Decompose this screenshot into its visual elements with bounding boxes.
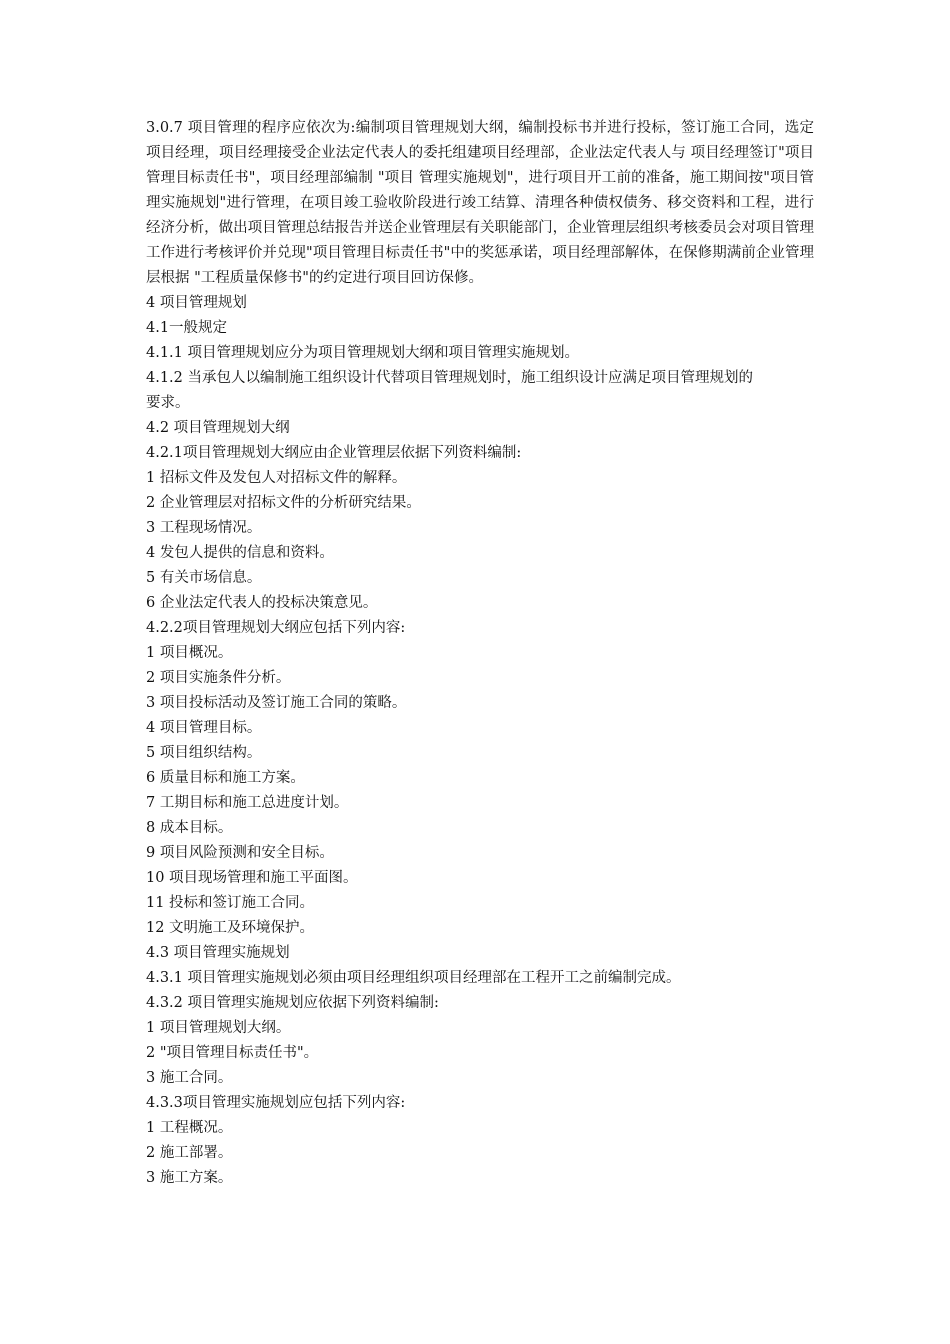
document-line: 4 项目管理目标。 — [146, 720, 262, 736]
document-line: 4.1一般规定 — [146, 320, 228, 336]
document-line: 4.2 项目管理规划大纲 — [146, 420, 290, 436]
document-line: 3 项目投标活动及签订施工合同的策略。 — [146, 695, 407, 711]
document-line: 5 有关市场信息。 — [146, 570, 262, 586]
document-line: 3 施工方案。 — [146, 1170, 233, 1186]
document-line: 1 项目管理规划大纲。 — [146, 1020, 291, 1036]
document-line: 10 项目现场管理和施工平面图。 — [146, 870, 358, 886]
document-line: 7 工期目标和施工总进度计划。 — [146, 795, 349, 811]
document-line: 4 项目管理规划 — [146, 295, 247, 311]
document-line: 1 招标文件及发包人对招标文件的解释。 — [146, 470, 407, 486]
document-line: 9 项目风险预测和安全目标。 — [146, 845, 334, 861]
document-line: 2 施工部署。 — [146, 1145, 233, 1161]
document-line: 11 投标和签订施工合同。 — [146, 895, 315, 911]
document-line: 4.3 项目管理实施规划 — [146, 945, 290, 961]
document-line: 4.3.2 项目管理实施规划应依据下列资料编制: — [146, 995, 439, 1011]
document-line: 要求。 — [146, 395, 190, 411]
document-line: 4.2.1项目管理规划大纲应由企业管理层依据下列资料编制: — [146, 445, 522, 461]
document-line: 4.1.2 当承包人以编制施工组织设计代替项目管理规划时，施工组织设计应满足项目管理规划的 — [146, 370, 753, 386]
paragraph-3-0-7: 3.0.7 项目管理的程序应依次为:编制项目管理规划大纲，编制投标书并进行投标，签订施工合同，选定项目经理，项目经理接受企业法定代表人的委托组建项目经理部，企业法定代表人与 项目经理签订"项目管理目标责任书"，项目经理部编制 "项目 管理实施规划"，进行项目开工前的准备，施工期间按"项目管理实施规划"进行管理，在项目竣工验收阶段进行竣工结算、清理各种债权债务、移交资料和工程，进行经济分析，做出项目管理总结报告并送企业管理层有关职能部门，企业管理层组织考核委员会对项目管理工作进行考核评价并兑现"项目管理目标责任书"中的奖惩承诺，项目经理部解体，在保修期满前企业管理层根据 "工程质量保修书"的约定进行项目回访保修。 — [146, 120, 814, 286]
document-line: 4.1.1 项目管理规划应分为项目管理规划大纲和项目管理实施规划。 — [146, 345, 580, 361]
document-line: 4 发包人提供的信息和资料。 — [146, 545, 334, 561]
document-line: 6 质量目标和施工方案。 — [146, 770, 305, 786]
document-line: 2 项目实施条件分析。 — [146, 670, 291, 686]
document-page — [146, 116, 814, 1191]
document-line: 5 项目组织结构。 — [146, 745, 262, 761]
document-line: 4.3.1 项目管理实施规划必须由项目经理组织项目经理部在工程开工之前编制完成。 — [146, 970, 681, 986]
document-line: 4.2.2项目管理规划大纲应包括下列内容: — [146, 620, 406, 636]
document-line: 6 企业法定代表人的投标决策意见。 — [146, 595, 378, 611]
document-line: 2 "项目管理目标责任书"。 — [146, 1045, 319, 1061]
document-line: 1 项目概况。 — [146, 645, 233, 661]
document-line: 4.3.3项目管理实施规划应包括下列内容: — [146, 1095, 406, 1111]
document-line: 1 工程概况。 — [146, 1120, 233, 1136]
document-line: 3 工程现场情况。 — [146, 520, 262, 536]
document-line: 2 企业管理层对招标文件的分析研究结果。 — [146, 495, 421, 511]
document-lines — [146, 291, 814, 1191]
document-line: 12 文明施工及环境保护。 — [146, 920, 315, 936]
document-line: 8 成本目标。 — [146, 820, 233, 836]
document-line: 3 施工合同。 — [146, 1070, 233, 1086]
